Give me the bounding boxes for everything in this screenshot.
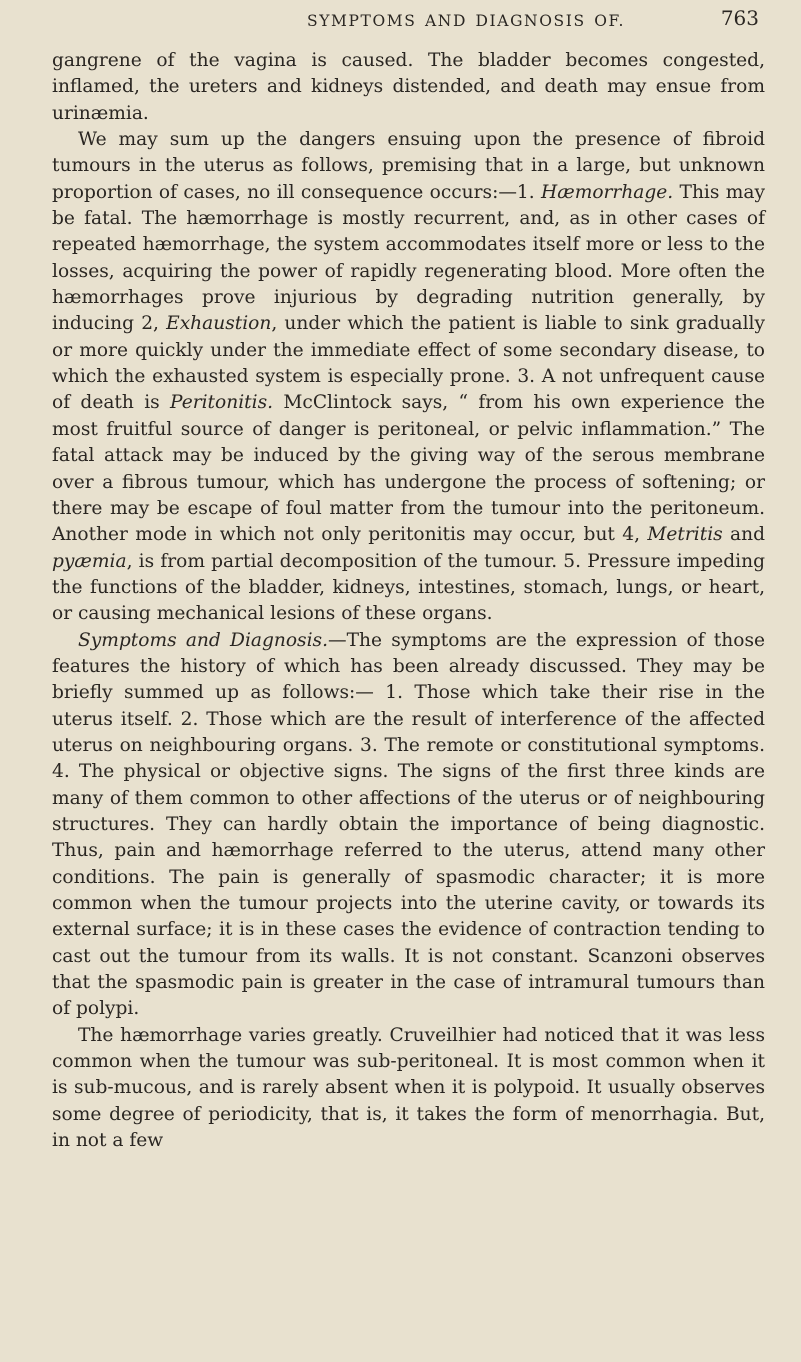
text-run: McClintock says, “ from his own experience the most fruitful source of danger is peritoneal, or pelvic inflammation.” The fatal attack may be induced by the giving way of the serous membrane over a fibrous tumour, which has undergone the process of softening; or there may be escape of foul matter from the tumour into the peritoneum. Another mode in which not only peritonitis may occur, but 4, — [52, 392, 765, 546]
italic-run: Peritonitis. — [170, 392, 274, 414]
text-run: This may be fatal. The hæmorrhage is mostly recurrent, and, as in other cases of repeated hæmorrhage, the system accommodates itself more or less to the losses, acquiring the power of rapidly regenerating blood. More often the hæmorrhages prove injurious by degrading nutrition generally, by inducing 2, — [52, 181, 765, 335]
paragraph-1 — [52, 48, 765, 127]
text-run: —The symptoms are the expression of those features the history of which has been already discussed. They may be briefly summed up as follows:— 1. Those which take their rise in the uterus itself. 2. Those which are the result of interference of the affected uterus on neighbouring organs. 3. The remote or constitutional symptoms. 4. The physical or objective signs. The signs of the first three kinds are many of them common to other affections of the uterus or of neighbouring structures. They can hardly obtain the importance of being diagnostic. Thus, pain and hæmorrhage referred to the uterus, attend many other conditions. The pain is generally of spasmodic character; it is more common when the tumour projects into the uterine cavity, or towards its external surface; it is in these cases the evidence of contraction tending to cast out the tumour from its walls. It is not constant. Scanzoni observes that the spasmodic pain is greater in the case of intramural tumours than of polypi. — [52, 629, 765, 1020]
text-run: , is from partial decomposition of the tumour. 5. Pressure impeding the functions of the bladder, kidneys, intestines, stomach, lungs, or heart, or causing mechanical lesions of these organs. — [52, 550, 765, 625]
text-run: gangrene of the vagina is caused. The bladder becomes congested, inflamed, the ureters and kidneys distended, and death may ensue from urinæmia. — [52, 50, 765, 124]
italic-run: Hæmorrhage. — [541, 181, 674, 203]
page-number: 763 — [720, 6, 759, 30]
italic-run: Exhaustion — [166, 313, 272, 335]
paragraph-2 — [52, 127, 765, 628]
text-run: and — [722, 524, 766, 546]
text-run: The hæmorrhage varies greatly. Cruveilhier had noticed that it was less common when the tumour was sub-peritoneal. It is most common when it is sub-mucous, and is rarely absent when it is polypoid. It usually observes some degree of periodicity, that is, it takes the form of menorrhagia. But, in not a few — [52, 1024, 765, 1152]
running-title: SYMPTOMS AND DIAGNOSIS OF. — [307, 12, 625, 30]
text-run: , under which the patient is liable to sink gradually or more quickly under the immediate effect of some secondary disease, to which the exhausted system is especially prone. 3. A not unfrequent cause of death is — [52, 313, 765, 414]
italic-run: Metritis — [647, 524, 723, 546]
italic-run: Symptoms and Diagnosis. — [78, 629, 329, 651]
running-header — [52, 0, 765, 48]
text-run: We may sum up the dangers ensuing upon the presence of fibroid tumours in the uterus as follows, premising that in a large, but unknown proportion of cases, no ill consequence occurs:—1. — [52, 129, 765, 203]
italic-run: pyæmia — [52, 550, 127, 572]
paragraph-3 — [52, 628, 765, 1023]
paragraph-4 — [52, 1023, 765, 1155]
body-text — [52, 48, 765, 1154]
